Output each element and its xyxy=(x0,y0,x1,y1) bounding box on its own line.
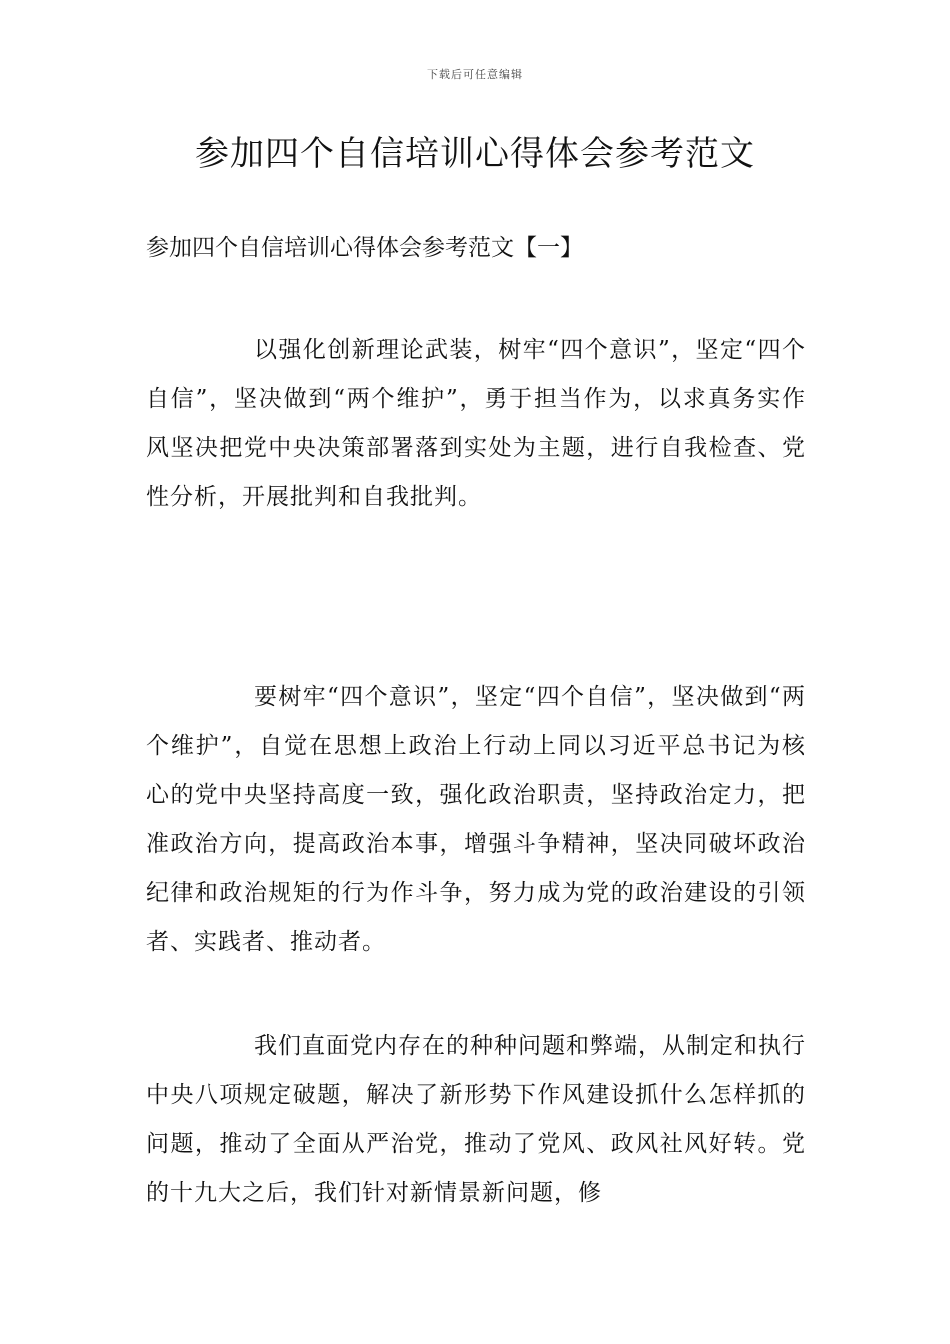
paragraph: 我们直面党内存在的种种问题和弊端，从制定和执行中央八项规定破题，解决了新形势下作风建设抓什么怎样抓的问题，推动了全面从严治党，推动了党风、政风社风好转。党的十九大之后，我们针对新情景新问题，修 xyxy=(146,1033,806,1206)
section-heading: 参加四个自信培训心得体会参考范文【一】 xyxy=(146,235,583,261)
paragraph: 以强化创新理论武装，树牢“四个意识”，坚定“四个自信”，坚决做到“两个维护”，勇于担当作为，以求真务实作风坚决把党中央决策部署落到实处为主题，进行自我检查、党性分析，开展批判和自我批判。 xyxy=(146,337,806,510)
download-note: 下载后可任意编辑 xyxy=(427,68,523,81)
document-title: 参加四个自信培训心得体会参考范文 xyxy=(195,134,755,174)
paragraph: 要树牢“四个意识”，坚定“四个自信”，坚决做到“两个维护”，自觉在思想上政治上行动上同以习近平总书记为核心的党中央坚持高度一致，强化政治职责，坚持政治定力，把准政治方向，提高政治本事，增强斗争精神，坚决同破坏政治纪律和政治规矩的行为作斗争，努力成为党的政治建设的引领者、实践者、推动者。 xyxy=(146,684,806,955)
